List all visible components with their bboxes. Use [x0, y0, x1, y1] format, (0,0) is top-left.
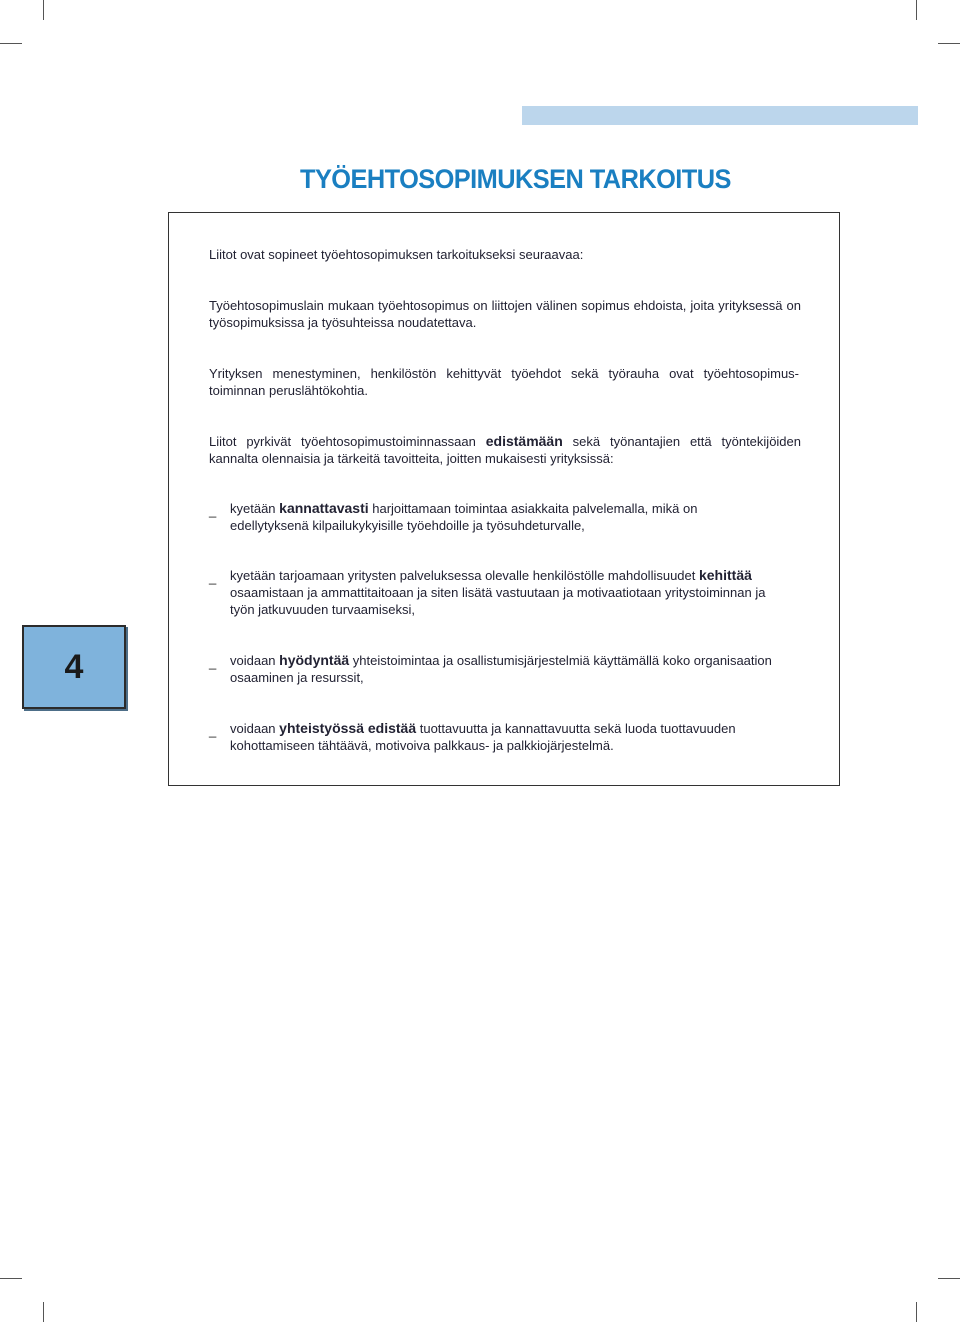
bullet-text-start: voidaan	[230, 653, 280, 668]
header-color-band	[522, 106, 918, 125]
bullet-item	[230, 720, 805, 754]
bullet-text-end: yhteistoimintaa ja osallistumisjärjestelmiä käyttämällä koko organisaation osaaminen ja resurssit,	[230, 653, 772, 685]
bullet-item	[230, 567, 790, 618]
crop-mark	[43, 0, 44, 20]
bullet-item	[230, 500, 720, 534]
paragraph-3-text-end: sekä työnantajien että työntekijöiden kannalta olennaisia ja tärkeitä tavoitteita, joitten mukaisesti yrityksissä:	[209, 434, 801, 466]
crop-mark	[0, 1278, 22, 1279]
crop-mark	[43, 1302, 44, 1322]
bullet-text-start: kyetään	[230, 501, 280, 516]
bullet-text-start: voidaan	[230, 721, 280, 736]
paragraph-3-emphasis: edistämään	[485, 433, 563, 449]
bullet-marker: _	[209, 655, 217, 670]
bullet-marker: _	[209, 503, 217, 518]
paragraph-2: Yrityksen menestyminen, henkilöstön kehittyvät työehdot sekä työrauha ovat työehtosopimus-toiminnan peruslähtökohtia.	[209, 366, 799, 398]
crop-mark	[0, 43, 22, 44]
bullet-text-end: harjoittamaan toimintaa asiakkaita palvelemalla, mikä on edellytyksenä kilpailukykyisille työehdoille ja työsuhdeturvalle,	[230, 501, 698, 533]
bullet-item	[230, 652, 800, 686]
crop-mark	[938, 1278, 960, 1279]
chapter-tab	[22, 625, 126, 709]
bullet-text-start: kyetään tarjoamaan yritysten palveluksessa olevalle henkilöstölle mahdollisuudet	[230, 568, 699, 583]
crop-mark	[916, 1302, 917, 1322]
page-title: TYÖEHTOSOPIMUKSEN TARKOITUS	[300, 164, 731, 194]
bullet-emphasis: yhteistyössä edistää	[279, 720, 417, 736]
paragraph-1: Työehtosopimuslain mukaan työehtosopimus on liittojen välinen sopimus ehdoista, joita yrityksessä on työsopimuksissa ja työsuhteissa noudatettava.	[209, 298, 801, 330]
bullet-emphasis: kehittää	[698, 567, 752, 583]
paragraph-3-text: Liitot pyrkivät työehtosopimustoiminnassaan	[209, 434, 486, 449]
bullet-marker: _	[209, 570, 217, 585]
bullet-marker: _	[209, 723, 217, 738]
bullet-text-end: osaamistaan ja ammattitaitoaan ja siten lisätä vastuutaan ja motivaatiotaan yritystoiminnan ja työn jatkuvuuden turvaamiseksi,	[230, 585, 766, 617]
crop-mark	[916, 0, 917, 20]
chapter-number: 4	[64, 647, 84, 686]
bullet-emphasis: kannattavasti	[279, 500, 369, 516]
intro-paragraph: Liitot ovat sopineet työehtosopimuksen tarkoitukseksi seuraavaa:	[209, 247, 584, 262]
bullet-emphasis: hyödyntää	[279, 652, 350, 668]
bullet-text-end: tuottavuutta ja kannattavuutta sekä luoda tuottavuuden kohottamiseen tähtäävä, motivoiva palkkaus- ja palkkiojärjestelmä.	[230, 721, 736, 753]
paragraph-3	[209, 433, 801, 467]
crop-mark	[938, 43, 960, 44]
